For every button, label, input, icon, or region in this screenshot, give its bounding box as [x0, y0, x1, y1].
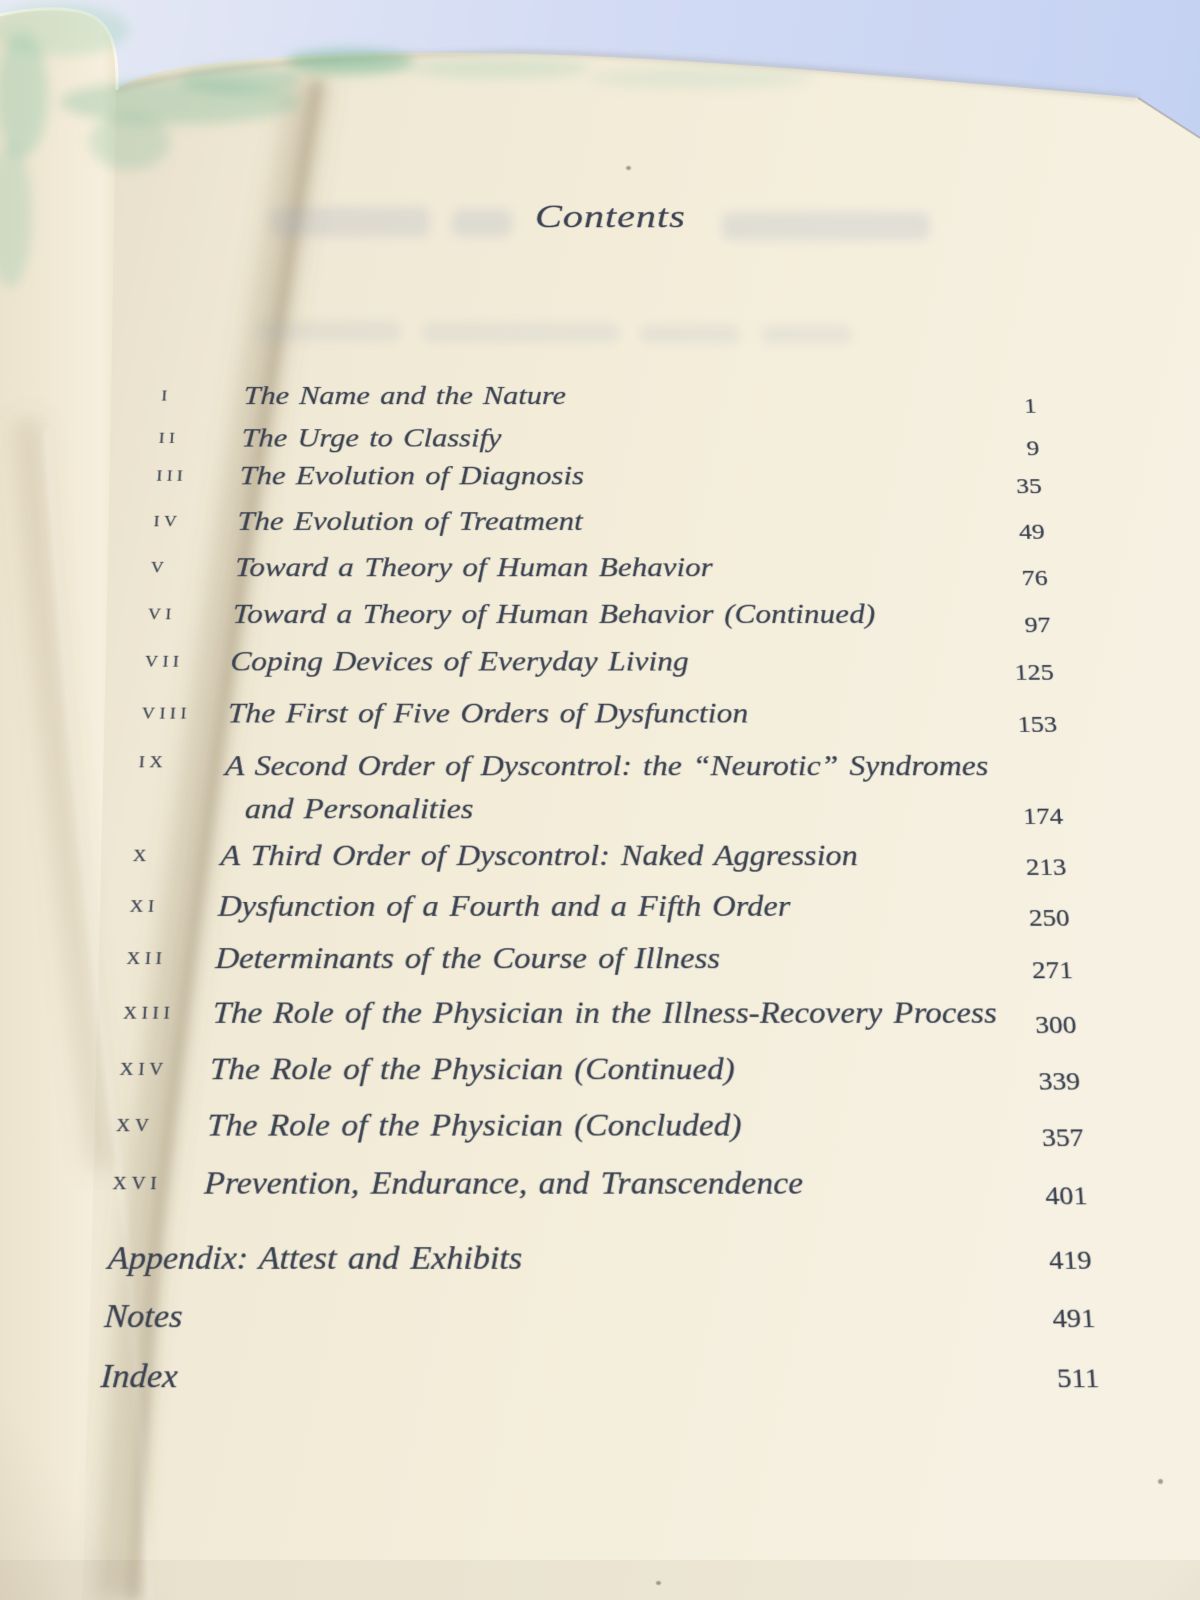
chapter-numeral: XV: [115, 1116, 155, 1136]
chapter-page-number: 174: [1022, 803, 1064, 830]
chapter-page-number: 300: [1034, 1011, 1078, 1039]
toc-list: [85, 151, 1101, 1470]
chapter-title: [215, 941, 923, 977]
back-matter-title: [107, 1239, 937, 1278]
chapter-numeral: VIII: [141, 705, 192, 723]
chapter-numeral: XI: [129, 897, 160, 916]
chapter-numeral: VII: [144, 653, 184, 671]
toc-row: [116, 941, 1074, 985]
chapter-numeral: III: [155, 468, 188, 485]
toc-row: [135, 645, 1055, 686]
chapter-page-number: 153: [1016, 712, 1058, 738]
toc-row: [123, 838, 1068, 881]
chapter-title: [232, 598, 908, 631]
chapter-title: [203, 1164, 933, 1203]
dust-speck: [1158, 1479, 1163, 1484]
toc-row: [90, 1357, 1101, 1398]
chapter-title: [222, 745, 990, 831]
chapter-page-number: 357: [1041, 1124, 1085, 1153]
chapter-page-number: 339: [1037, 1068, 1081, 1096]
chapter-numeral: V: [150, 559, 169, 577]
toc-row: [132, 697, 1058, 738]
chapter-page-number: 213: [1025, 854, 1068, 881]
toc-row: [106, 1107, 1085, 1153]
toc-row: [152, 381, 1038, 418]
chapter-title-text: Toward a Theory of Human Behavior: [234, 552, 714, 583]
chapter-page-number: 250: [1028, 905, 1071, 932]
back-matter-title-text: Notes: [103, 1298, 184, 1335]
bottom-shade: [0, 1560, 1200, 1600]
chapter-title-text: Dysfunction of a Fourth and a Fifth Order: [217, 890, 791, 923]
chapter-title-text: Determinants of the Course of Illness: [214, 942, 721, 975]
chapter-page-number: 271: [1031, 957, 1074, 985]
chapter-title: [237, 506, 904, 538]
chapter-page-number: 401: [1044, 1182, 1089, 1211]
toc-row: [97, 1239, 1093, 1278]
chapter-title: [243, 381, 898, 412]
toc-row: [144, 506, 1046, 545]
toc-row: [149, 423, 1041, 461]
chapter-title-text: The Evolution of Diagnosis: [238, 461, 584, 491]
chapter-numeral: XIV: [119, 1060, 169, 1080]
toc-row: [119, 889, 1071, 932]
contents-page: [85, 151, 1101, 1470]
chapter-title: [241, 423, 900, 455]
chapter-title: [220, 838, 919, 873]
toc-row: [113, 995, 1078, 1039]
chapter-title: [239, 460, 902, 492]
dust-speck: [626, 166, 631, 170]
toc-row: [102, 1164, 1089, 1211]
chapter-title: [206, 1107, 930, 1145]
chapter-page-number: 1: [1023, 394, 1038, 418]
chapter-numeral: IX: [138, 753, 168, 772]
chapter-title: [209, 1051, 928, 1089]
chapter-title-text: A Second Order of Dyscontrol: the “Neurotic” Syndromes: [224, 750, 990, 782]
chapter-title: [212, 995, 998, 1032]
toc-row: [141, 551, 1049, 591]
chapter-title: [230, 645, 910, 679]
chapter-title-text: The Name and the Nature: [242, 382, 567, 410]
chapter-title: [227, 697, 912, 731]
chapter-numeral: XIII: [122, 1004, 176, 1023]
toc-row: [93, 1297, 1097, 1337]
toc-row: [147, 460, 1043, 499]
chapter-title-text: The Role of the Physician (Continued): [209, 1052, 736, 1087]
chapter-page-number: 49: [1018, 520, 1046, 545]
chapter-title: [234, 551, 905, 584]
toc-row: [109, 1051, 1081, 1096]
chapter-title-text: The Role of the Physician in the Illness-Recovery Process: [212, 996, 998, 1030]
chapter-title-text: The Urge to Classify: [240, 424, 502, 453]
chapter-numeral: XII: [126, 949, 168, 969]
chapter-title-text: Prevention, Endurance, and Transcendence: [203, 1166, 804, 1201]
toc-row: [138, 598, 1052, 638]
chapter-title-text: Toward a Theory of Human Behavior (Continued): [232, 599, 876, 630]
chapter-numeral: X: [132, 847, 152, 866]
chapter-page-number: 9: [1025, 437, 1041, 461]
back-matter-title-text: Index: [99, 1358, 179, 1395]
back-matter-title-text: Appendix: Attest and Exhibits: [106, 1240, 523, 1277]
chapter-title-text: Coping Devices of Everyday Living: [229, 646, 689, 677]
chapter-page-number: 35: [1015, 474, 1043, 499]
chapter-numeral: I: [160, 388, 173, 405]
chapter-title: [217, 889, 921, 925]
toc-row: [125, 745, 1064, 831]
back-matter-title: [103, 1297, 939, 1337]
back-matter-title: [100, 1357, 942, 1398]
chapter-title-text: The First of Five Orders of Dysfunction: [227, 698, 749, 729]
page-title: Contents: [534, 198, 686, 235]
chapter-numeral: II: [158, 430, 180, 447]
back-matter-page-number: 419: [1048, 1246, 1093, 1276]
chapter-numeral: VI: [147, 606, 177, 624]
chapter-title-text: A Third Order of Dyscontrol: Naked Aggression: [219, 840, 859, 872]
chapter-numeral: XVI: [112, 1174, 162, 1194]
dust-speck: [656, 1581, 661, 1585]
chapter-title-line2: and Personalities: [244, 793, 474, 825]
chapter-title-text: The Evolution of Treatment: [236, 507, 583, 536]
back-matter-page-number: 511: [1056, 1363, 1101, 1394]
chapter-page-number: 97: [1023, 613, 1052, 638]
back-matter-page-number: 491: [1051, 1304, 1097, 1334]
chapter-page-number: 76: [1021, 566, 1049, 591]
chapter-page-number: 125: [1013, 660, 1055, 686]
chapter-numeral: IV: [153, 513, 182, 530]
chapter-title-text: The Role of the Physician (Concluded): [206, 1108, 742, 1143]
